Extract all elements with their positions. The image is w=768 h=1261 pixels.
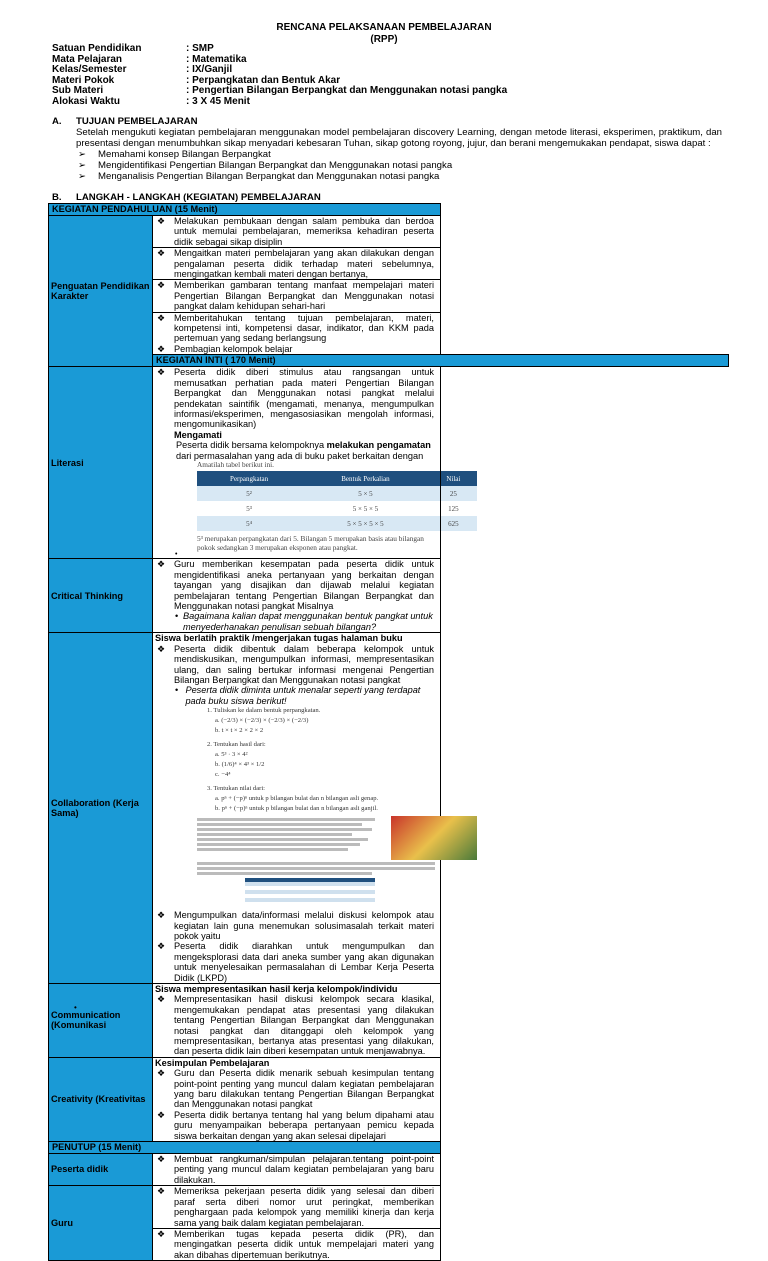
activity-text: Guru dan Peserta didik menarik sebuah kesimpulan tentang point-point penting yang muncul dalam kegiatan pembelajaran yang baru dilakukan tentang Pengertian Bilangan Berpangkat dan Menggunakan notasi pangkat	[174, 1068, 434, 1110]
bullet-icon: •	[175, 611, 179, 622]
title-line-1: RENCANA PELAKSANAAN PEMBELAJARAN	[276, 22, 492, 33]
band-label: KEGIATAN PENDAHULUAN (15 Menit)	[49, 204, 441, 216]
activity-cell	[153, 1186, 441, 1229]
activity-cell	[153, 1057, 441, 1141]
diamond-icon: ❖	[157, 559, 166, 570]
identity-label: Sub Materi	[52, 85, 104, 97]
exercise-line: 1. Tuliskan ke dalam bentuk perpangkatan.	[207, 707, 321, 715]
diamond-icon: ❖	[157, 1186, 166, 1197]
identity-label: Mata Pelajaran	[52, 53, 123, 65]
activity-cell	[153, 248, 441, 280]
band-label: PENUTUP (15 Menit)	[49, 1142, 441, 1154]
bullet-icon: •	[175, 551, 178, 559]
exercise-line: c. −4⁴	[215, 771, 231, 779]
power-table-cell: 125	[430, 501, 477, 516]
row-label: Guru	[49, 1186, 153, 1261]
activity-table	[48, 203, 729, 1261]
exercise-line: a. pⁿ + (−p)ⁿ untuk p bilangan bulat dan n bilangan asli genap.	[215, 795, 379, 803]
power-table-cell: 5 × 5 × 5	[301, 501, 430, 516]
activity-cell	[153, 1154, 441, 1186]
activity-text: Peserta didik bertanya tentang hal yang belum dipahami atau guru menyampaikan beberapa pertanyaan pemicu kepada siswa berkaitan dengan yang akan selesai dipelajari	[174, 1109, 434, 1141]
section-a	[52, 116, 722, 182]
diamond-icon: ❖	[157, 1068, 166, 1079]
activity-text: Memberikan gambaran tentang manfaat mempelajari materi Pengertian Bilangan Berpangkat dan Menggunakan notasi pangkat dalam kehidupan sehari-hari	[174, 280, 434, 312]
identity-label: Kelas/Semester	[52, 64, 127, 76]
section-a-number: A.	[52, 116, 62, 127]
identity-value: : SMP	[186, 43, 214, 54]
exercise-continuation-image	[197, 816, 477, 860]
arrow-icon: ➢	[78, 149, 87, 160]
activity-cell	[153, 559, 441, 633]
identity-row	[52, 86, 507, 97]
activity-cell	[153, 216, 441, 248]
diamond-icon: ❖	[157, 280, 166, 291]
row-label: Penguatan Pendidikan Karakter	[49, 216, 153, 367]
row-ppk	[49, 216, 729, 248]
activity-text: Mengaitkan materi pembelajaran yang akan dilakukan dengan pengalaman peserta didik terhadap materi sebelumnya, mengingatkan kembali materi dengan bertanya,	[174, 248, 434, 280]
observe-text	[155, 440, 438, 461]
image-caption: 5³ merupakan perpangkatan dari 5. Bilangan 5 merupakan basis atau bilangan	[197, 534, 424, 544]
identity-label: Alokasi Waktu	[52, 95, 120, 107]
activity-cell	[153, 633, 441, 984]
band-penutup	[49, 1142, 729, 1154]
row-peserta	[49, 1154, 729, 1186]
activity-text: Pembagian kelompok belajar	[174, 343, 293, 354]
instruction-text: Peserta didik diminta untuk menalar seperti yang terdapat pada buku siswa berikut!	[185, 685, 421, 706]
band-pendahuluan	[49, 204, 729, 216]
question-text: Bagaimana kalian dapat menggunakan bentuk pangkat untuk menyederhanakan penulisan sebuah bilangan?	[183, 611, 433, 632]
title-line-2: (RPP)	[370, 34, 398, 45]
power-table-cell: 5⁴	[197, 516, 301, 531]
activity-text: Guru memberikan kesempatan pada peserta didik untuk mengidentifikasi aneka pertanyaan yang berkaitan dengan tayangan yang disajikan dan dijawab melalui kegiatan pembelajaran tentang Pengertian Bilangan Berpangkat dan Menggunakan notasi pangkat Misalnya	[174, 559, 434, 612]
arrow-icon: ➢	[78, 160, 87, 171]
power-table-cell: 25	[430, 486, 477, 501]
image-caption: pokok sedangkan 3 merupakan eksponen atau pangkat.	[197, 542, 358, 552]
identity-value: : Pengertian Bilangan Berpangkat dan Menggunakan notasi pangka	[186, 85, 508, 97]
row-creativity	[49, 1057, 729, 1141]
objective-text: Memahami konsep Bilangan Berpangkat	[98, 149, 271, 160]
power-table-cell: 5²	[197, 486, 301, 501]
row-label: Communication (Komunikasi	[49, 983, 153, 1057]
diamond-icon: ❖	[157, 941, 166, 952]
diamond-icon: ❖	[157, 216, 166, 226]
row-critical	[49, 559, 729, 633]
exercise-line: 2. Tentukan hasil dari:	[207, 741, 266, 749]
small-print-lines	[197, 816, 391, 860]
identity-value: : 3 X 45 Menit	[186, 95, 250, 107]
activity-text: Memberikan tugas kepada peserta didik (PR), dan mengingatkan peserta didik untuk mempelajari materi yang akan dibahas dipertemuan berikutnya.	[174, 1228, 434, 1260]
diamond-icon: ❖	[157, 367, 166, 378]
bullet-icon: •	[175, 685, 179, 696]
identity-value: : Matematika	[186, 53, 247, 65]
section-a-title: TUJUAN PEMBELAJARAN	[76, 116, 198, 127]
row-label: Collaboration (Kerja Sama)	[49, 633, 153, 984]
section-a-intro: Setelah mengukuti kegiatan pembelajaran menggunakan model pembelajaran discovery Learning, dengan metode literasi, eksperimen, praktikum, dan presentasi dengan menumbuhkan sikap menyadari kebesaran Tuhan, sikap gotong royong, jujur, dan berani mengemukakan pendapat, siswa dapat :	[76, 127, 722, 149]
cell-heading: Siswa berlatih praktik /mengerjakan tugas halaman buku	[155, 633, 403, 644]
stray-bullet: •	[74, 1003, 77, 1012]
activity-text: Peserta didik diarahkan untuk mengumpulkan dan mengeksplorasi data dari aneka sumber yang akan digunakan untuk menyelesaikan permasalahan di Lembar Kerja Peserta Didik (LKPD)	[174, 941, 434, 983]
small-print-block	[197, 862, 447, 875]
row-label: Peserta didik	[49, 1154, 153, 1186]
exercise-line: b. t × t × 2 × 2 × 2	[215, 727, 264, 735]
identity-value: : IX/Ganjil	[186, 64, 233, 76]
section-b-heading	[52, 192, 321, 203]
identity-label: Materi Pokok	[52, 74, 115, 86]
exercise-image	[197, 706, 438, 814]
identity-block	[52, 44, 507, 108]
identity-label: Satuan Pendidikan	[52, 43, 142, 54]
power-table-cell: 5 × 5	[301, 486, 430, 501]
diamond-icon: ❖	[157, 248, 166, 259]
observe-post: dari permasalahan yang ada di buku paket berkaitan dengan	[176, 450, 424, 461]
row-label: Creativity (Kreativitas	[49, 1057, 153, 1141]
power-table-cell: 5 × 5 × 5 × 5	[301, 516, 430, 531]
objective-text: Menganalisis Pengertian Bilangan Berpangkat dan Menggunakan notasi pangka	[98, 171, 440, 182]
activity-text: Memberitahukan tentang tujuan pembelajaran, materi, kompetensi inti, kompetensi dasar, indikator, dan KKM pada pertemuan yang sedang berlangsung	[174, 312, 434, 344]
book-photo	[391, 816, 477, 860]
activity-text: Membuat rangkuman/simpulan pelajaran.tentang point-point penting yang muncul dalam kegiatan pembelajaran yang baru dilakukan.	[174, 1154, 434, 1185]
cell-heading: Kesimpulan Pembelajaran	[155, 1057, 270, 1068]
exercise-line: 3. Tentukan nilai dari:	[207, 785, 266, 793]
diamond-icon: ❖	[157, 1109, 166, 1120]
band-label: KEGIATAN INTI ( 170 Menit)	[153, 355, 729, 367]
diamond-icon: ❖	[157, 343, 166, 354]
objective-item	[52, 160, 722, 171]
power-table	[197, 471, 477, 531]
activity-cell	[153, 983, 441, 1057]
row-collaboration	[49, 633, 729, 984]
row-communication	[49, 983, 729, 1057]
objective-item	[52, 171, 722, 182]
activity-cell	[153, 367, 461, 559]
diamond-icon: ❖	[157, 910, 166, 921]
identity-row	[52, 97, 507, 108]
diamond-icon: ❖	[157, 994, 166, 1005]
activity-text: Memeriksa pekerjaan peserta didik yang selesai dan diberi paraf serta diberi nomor urut peringkat, memberikan penghargaan pada kelompok yang memiliki kinerja dan kerja sama yang baik dalam kegiatan pembelajaran.	[174, 1186, 434, 1228]
diamond-icon: ❖	[157, 1154, 166, 1165]
power-table-cell: 625	[430, 516, 477, 531]
image-intro: Amatilah tabel berikut ini.	[197, 459, 275, 469]
activity-text: Peserta didik dibentuk dalam beberapa kelompok untuk mendiskusikan, mengumpulkan informasi, mempresentasikan ulang, dan saling bertukar informasi mengenai Pengertian Bilangan Berpangkat dan Menggunakan notasi pangkat	[174, 643, 434, 685]
arrow-icon: ➢	[78, 171, 87, 182]
power-table-cell: 5³	[197, 501, 301, 516]
row-label: Critical Thinking	[49, 559, 153, 633]
activity-cell	[153, 312, 441, 355]
observe-bold: melakukan pengamatan	[326, 440, 431, 451]
cell-heading: Siswa mempresentasikan hasil kerja kelompok/individu	[155, 983, 398, 994]
power-table-header: Nilai	[430, 471, 477, 486]
section-b-number: B.	[52, 192, 62, 203]
observe-pre: Peserta didik bersama kelompoknya	[176, 440, 327, 451]
row-literasi	[49, 367, 729, 559]
row-guru	[49, 1186, 729, 1229]
sub-heading: Mengamati	[174, 429, 222, 440]
section-a-heading	[52, 116, 722, 127]
activity-text: Peserta didik diberi stimulus atau rangsangan untuk memusatkan perhatian pada materi Pengertian Bilangan Berpangkat dan Menggunakan notasi pangkat melalui pendekatan saintifik (mengamati, menanya, mengumpulkan informasi/eksperimen, mengasosiasikan mengolah informasi, mengomunikasikan)	[174, 367, 434, 430]
activity-text: Mempresentasikan hasil diskusi kelompok secara klasikal, mengemukakan pendapat atas presentasi yang dilakukan tentang Pengertian Bilangan Berpangkat dan Menggunakan notasi pangkat dan ditanggapi oleh kelompok yang mempresentasikan, bertanya atas presentasi yang dilakukan, dan peserta didik lain diberi kesempatan untuk menjawabnya.	[174, 994, 434, 1057]
identity-row	[52, 44, 507, 55]
exercise-line: a. 5³ · 3 × 4²	[215, 751, 248, 759]
exercise-line: b. (1/6)⁴ × 4³ × 1/2	[215, 761, 265, 769]
section-b-title: LANGKAH - LANGKAH (KEGIATAN) PEMBELAJARAN	[76, 192, 321, 203]
objective-text: Mengidentifikasi Pengertian Bilangan Berpangkat dan Menggunakan notasi pangka	[98, 160, 453, 171]
exercise-line: b. pⁿ + (−p)ⁿ untuk p bilangan bulat dan n bilangan asli ganjil.	[215, 805, 378, 813]
exercise-line: a. (−2/3) × (−2/3) × (−2/3) × (−2/3)	[215, 717, 309, 725]
activity-cell	[153, 1228, 441, 1260]
activity-cell	[153, 280, 441, 312]
identity-value: : Perpangkatan dan Bentuk Akar	[186, 74, 341, 86]
activity-text: Mengumpulkan data/informasi melalui diskusi kelompok atau kegiatan lain guna menemukan solusimasalah terkait materi pokok yaitu	[174, 910, 434, 941]
row-label: Literasi	[49, 367, 153, 559]
activity-text: Melakukan pembukaan dengan salam pembuka dan berdoa untuk memulai pembelajaran, memeriksa kehadiran peserta didik sebagai sikap disiplin	[174, 216, 434, 247]
objective-item	[52, 149, 722, 160]
book-table-image	[197, 461, 473, 553]
mini-table-image	[245, 878, 375, 902]
diamond-icon: ❖	[157, 643, 166, 654]
power-table-header: Perpangkatan	[197, 471, 301, 486]
power-table-header: Bentuk Perkalian	[301, 471, 430, 486]
diamond-icon: ❖	[157, 1228, 166, 1239]
diamond-icon: ❖	[157, 312, 166, 323]
